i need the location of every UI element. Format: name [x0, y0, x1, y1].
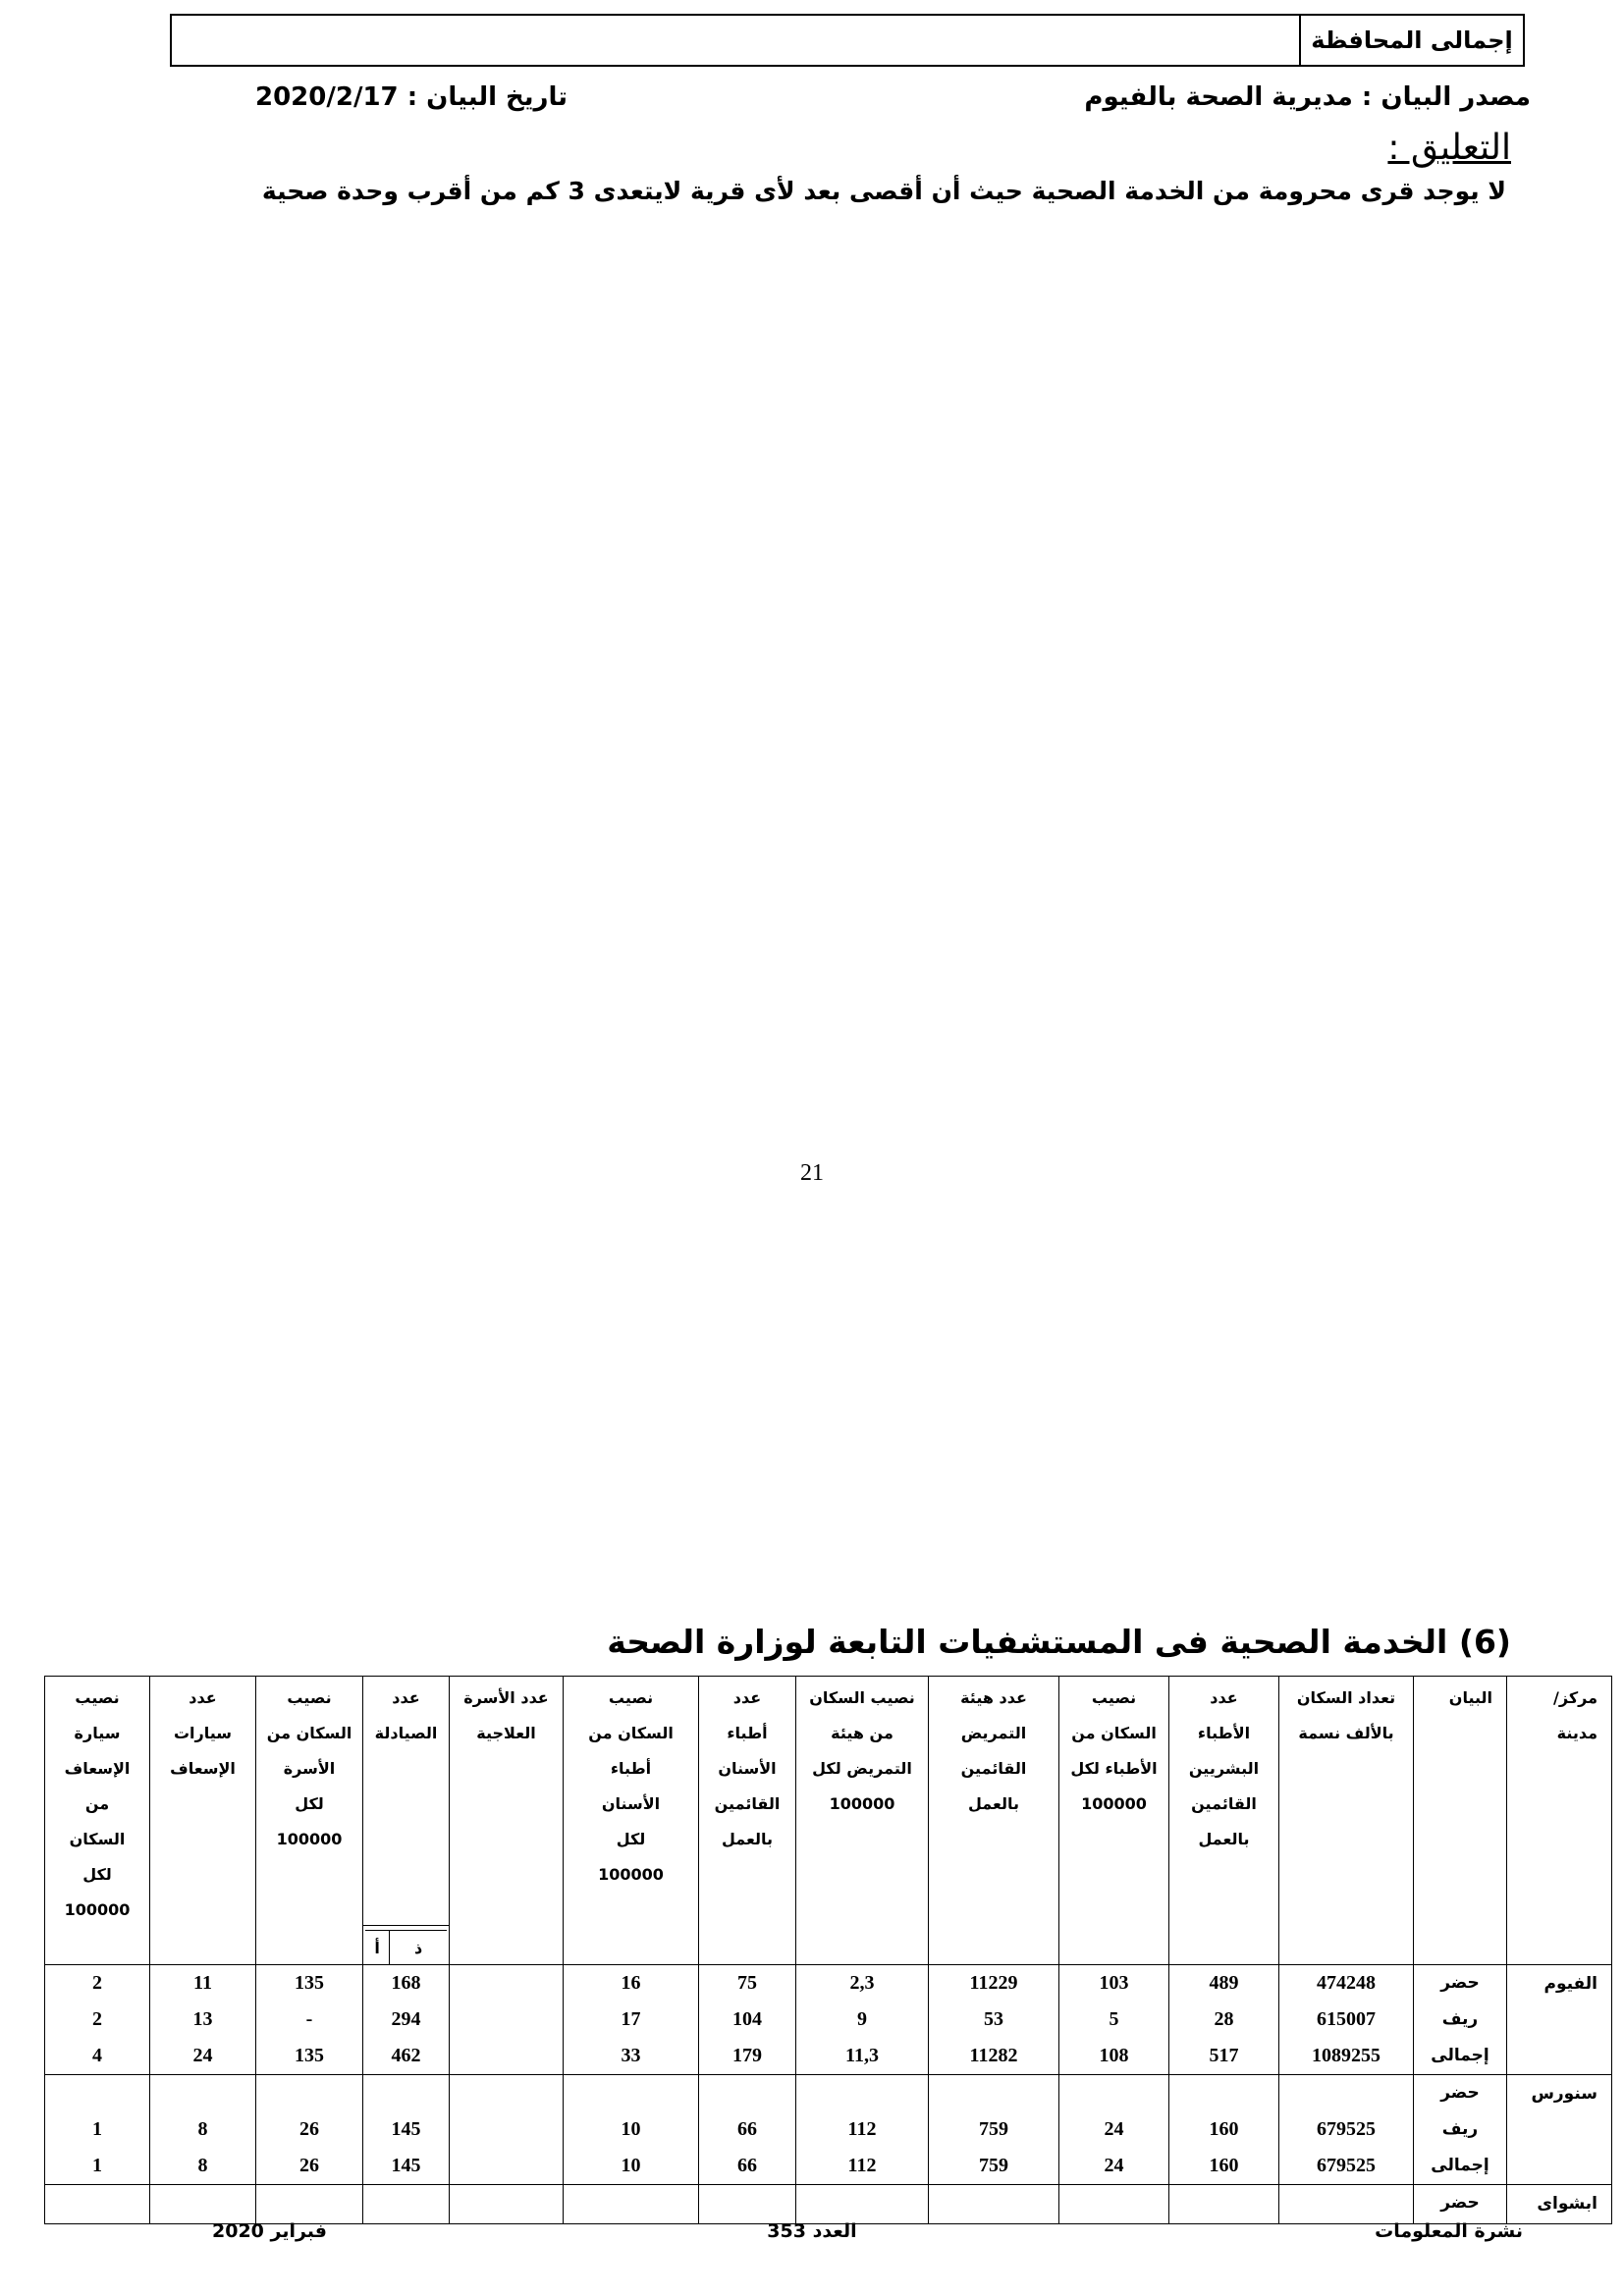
pharmacist-sub-female: أ — [374, 1939, 380, 1957]
data-cell — [45, 1965, 150, 2075]
column-header-line: عدد — [1210, 1688, 1238, 1707]
cell-value: 517 — [1209, 2045, 1239, 2066]
column-header-line: بالألف نسمة — [1298, 1724, 1394, 1742]
column-header — [150, 1677, 256, 1965]
column-header — [45, 1677, 150, 1965]
cell-value: 26 — [299, 2155, 319, 2176]
footer-issue: العدد 353 — [767, 2220, 857, 2242]
data-cell — [1059, 2075, 1169, 2185]
data-cell — [564, 2185, 699, 2224]
row-label: إجمالى — [1431, 2046, 1489, 2065]
cell-value — [564, 2185, 698, 2221]
data-cell — [1279, 2185, 1414, 2224]
column-header — [363, 1677, 450, 1926]
cell-value: 10 — [621, 2155, 641, 2176]
column-header-line: سيارة — [74, 1724, 121, 1742]
column-header-line: الأطباء — [1197, 1724, 1251, 1742]
column-header — [1059, 1677, 1169, 1965]
column-header-line: عدد الأسرة — [463, 1688, 549, 1707]
table-row — [45, 1965, 1612, 2075]
column-header-line: بالعمل — [721, 1830, 774, 1848]
data-cell — [1059, 1965, 1169, 2075]
column-header-line: مركز/ — [1553, 1688, 1597, 1707]
row-label: إجمالى — [1431, 2156, 1489, 2175]
table-row — [45, 2185, 1612, 2224]
cell-value: 489 — [1209, 1972, 1239, 1994]
cell-value — [45, 2075, 149, 2111]
cell-value: 135 — [295, 2045, 324, 2066]
data-cell — [929, 2185, 1059, 2224]
cell-value: 13 — [192, 2008, 213, 2030]
cell-value: 135 — [295, 1972, 324, 1994]
cell-value: 8 — [197, 2155, 208, 2176]
column-header-line: البيان — [1448, 1688, 1492, 1707]
cell-value: 759 — [979, 2155, 1008, 2176]
cell-value: 1 — [92, 2155, 102, 2176]
cell-value — [699, 2185, 795, 2221]
cell-value: 5 — [1109, 2008, 1119, 2030]
cell-value: 168 — [391, 1972, 421, 1994]
governorate-total-value — [172, 16, 1299, 65]
column-header-line: أطباء — [727, 1724, 768, 1742]
column-header-line: الأسنان — [601, 1794, 661, 1813]
cell-value — [1169, 2075, 1278, 2111]
row-label: ريف — [1441, 2009, 1479, 2029]
cell-value — [450, 2111, 563, 2148]
column-header — [1507, 1677, 1612, 1965]
data-cell — [796, 2185, 929, 2224]
column-header-line: أطباء — [610, 1759, 652, 1778]
data-cell — [150, 1965, 256, 2075]
cell-value: 112 — [847, 2155, 877, 2176]
cell-value — [256, 2185, 362, 2221]
cell-value: 9 — [857, 2008, 867, 2030]
data-cell — [1169, 2185, 1279, 2224]
cell-value: 11 — [193, 1972, 212, 1994]
governorate-total-box — [170, 14, 1525, 67]
cell-value: 759 — [979, 2118, 1008, 2140]
data-cell — [363, 1965, 450, 2075]
data-cell — [564, 2075, 699, 2185]
cell-value: 179 — [732, 2045, 762, 2066]
data-cell — [1059, 2185, 1169, 2224]
column-header-line: السكان من — [266, 1724, 352, 1742]
cell-value — [450, 2075, 563, 2111]
cell-value: 145 — [391, 2155, 421, 2176]
cell-value — [1169, 2185, 1278, 2221]
cell-value — [1059, 2075, 1168, 2111]
column-header-line: مدينة — [1556, 1724, 1597, 1742]
table-title: (6) الخدمة الصحية فى المستشفيات التابعة لوزارة الصحة — [607, 1623, 1511, 1661]
cell-value: 26 — [299, 2118, 319, 2140]
cell-value: 66 — [737, 2118, 757, 2140]
cell-value: 103 — [1099, 1972, 1129, 1994]
column-header — [450, 1677, 564, 1965]
data-cell — [45, 2185, 150, 2224]
column-header-line: القائمين — [960, 1759, 1027, 1778]
column-header-line: نصيب — [287, 1688, 332, 1707]
center-name: سنورس — [1507, 2075, 1612, 2185]
cell-value: 679525 — [1317, 2155, 1376, 2176]
data-cell — [1279, 1965, 1414, 2075]
row-label: حضر — [1440, 2193, 1480, 2213]
health-service-table — [44, 1676, 1612, 2224]
data-cell — [796, 1965, 929, 2075]
cell-value — [256, 2075, 362, 2111]
table-row — [45, 2075, 1612, 2185]
cell-value: 679525 — [1317, 2118, 1376, 2140]
cell-value: 2 — [92, 2008, 102, 2030]
column-header-line: الإسعاف — [170, 1759, 236, 1778]
pharmacist-sub-male: ذ — [389, 1931, 447, 1964]
column-header-line: القائمين — [714, 1794, 781, 1813]
data-cell — [256, 2185, 363, 2224]
column-header — [699, 1677, 796, 1965]
column-header — [1279, 1677, 1414, 1965]
column-header-line: من هيئة — [831, 1724, 893, 1742]
row-label: ريف — [1441, 2119, 1479, 2139]
governorate-total-label: إجمالى المحافظة — [1299, 16, 1523, 65]
cell-value: 160 — [1209, 2118, 1239, 2140]
column-header — [796, 1677, 929, 1965]
column-header-line: نصيب — [75, 1688, 120, 1707]
data-cell — [150, 2185, 256, 2224]
data-cell — [45, 2075, 150, 2185]
cell-value: 24 — [192, 2045, 213, 2066]
cell-value: 16 — [621, 1972, 641, 1994]
column-header — [564, 1677, 699, 1965]
column-header-line: نصيب — [1091, 1688, 1137, 1707]
cell-value — [363, 2075, 449, 2111]
cell-value — [929, 2185, 1058, 2221]
column-header-line: القائمين — [1191, 1794, 1257, 1813]
column-header-line: الأسرة — [283, 1759, 336, 1778]
data-source: مصدر البيان : مديرية الصحة بالفيوم — [1084, 82, 1531, 112]
data-cell — [450, 1965, 564, 2075]
center-name: ابشواى — [1507, 2185, 1612, 2224]
cell-value: 160 — [1209, 2155, 1239, 2176]
cell-value: 11282 — [969, 2045, 1018, 2066]
cell-value: 615007 — [1317, 2008, 1376, 2030]
cell-value — [1279, 2075, 1413, 2111]
data-cell — [150, 2075, 256, 2185]
cell-value — [699, 2075, 795, 2111]
cell-value — [150, 2185, 255, 2221]
cell-value — [796, 2185, 928, 2221]
cell-value — [450, 2148, 563, 2184]
column-header-line: 100000 — [829, 1794, 895, 1813]
page-number: 21 — [800, 1160, 824, 1186]
cell-value: 104 — [732, 2008, 762, 2030]
cell-value: 53 — [984, 2008, 1003, 2030]
column-header-line: السكان — [69, 1830, 126, 1848]
pharmacist-subheader — [363, 1926, 450, 1965]
column-header-line: 100000 — [598, 1865, 664, 1884]
data-cell — [564, 1965, 699, 2075]
data-cell — [256, 2075, 363, 2185]
cell-value — [796, 2075, 928, 2111]
center-name: الفيوم — [1507, 1965, 1612, 2075]
cell-value: 24 — [1104, 2118, 1124, 2140]
column-header-line: عدد هيئة — [960, 1688, 1027, 1707]
cell-value: 11229 — [969, 1972, 1018, 1994]
cell-value: 17 — [621, 2008, 641, 2030]
row-labels — [1414, 2185, 1507, 2224]
column-header-line: 100000 — [1081, 1794, 1147, 1813]
data-cell — [699, 1965, 796, 2075]
column-header — [256, 1677, 363, 1965]
column-header-line: الأسنان — [718, 1759, 777, 1778]
cell-value — [450, 2002, 563, 2038]
cell-value — [450, 1965, 563, 2002]
column-header — [929, 1677, 1059, 1965]
data-cell — [796, 2075, 929, 2185]
cell-value — [1059, 2185, 1168, 2221]
data-cell — [1169, 2075, 1279, 2185]
column-header-line: التمريض لكل — [812, 1759, 912, 1778]
column-header-line: لكل — [616, 1830, 646, 1848]
data-cell — [450, 2075, 564, 2185]
cell-value: 4 — [92, 2045, 102, 2066]
cell-value — [450, 2185, 563, 2221]
column-header-line: لكل — [295, 1794, 324, 1813]
column-header-line: الإسعاف — [64, 1759, 131, 1778]
cell-value: 33 — [621, 2045, 641, 2066]
column-header-line: السكان من — [588, 1724, 674, 1742]
column-header — [1414, 1677, 1507, 1965]
cell-value: 8 — [197, 2118, 208, 2140]
cell-value: 11,3 — [845, 2045, 879, 2066]
cell-value: 66 — [737, 2155, 757, 2176]
footer-month: فبراير 2020 — [212, 2220, 327, 2242]
column-header-line: نصيب — [608, 1688, 654, 1707]
column-header-line: عدد — [189, 1688, 217, 1707]
data-cell — [363, 2075, 450, 2185]
cell-value — [929, 2075, 1058, 2111]
data-date: تاريخ البيان : 2020/2/17 — [255, 82, 568, 112]
data-cell — [363, 2185, 450, 2224]
cell-value: 294 — [391, 2008, 421, 2030]
cell-value — [150, 2075, 255, 2111]
row-label: حضر — [1440, 2083, 1480, 2103]
comment-heading: التعليق : — [1387, 128, 1511, 168]
column-header-line: بالعمل — [967, 1794, 1020, 1813]
column-header-line: عدد — [732, 1688, 762, 1707]
column-header-line: سيارات — [173, 1724, 233, 1742]
cell-value: 1 — [92, 2118, 102, 2140]
column-header-line: نصيب السكان — [809, 1688, 915, 1707]
column-header-line: من — [84, 1794, 110, 1813]
cell-value: 1089255 — [1312, 2045, 1380, 2066]
column-header-line: بالعمل — [1198, 1830, 1250, 1848]
cell-value: 10 — [621, 2118, 641, 2140]
cell-value — [450, 2038, 563, 2074]
column-header-line: 100000 — [276, 1830, 343, 1848]
cell-value: 24 — [1104, 2155, 1124, 2176]
column-header-line: لكل — [82, 1865, 112, 1884]
cell-value: - — [305, 2008, 313, 2030]
column-header-line: التمريض — [960, 1724, 1027, 1742]
data-cell — [450, 2185, 564, 2224]
data-cell — [256, 1965, 363, 2075]
data-cell — [1279, 2075, 1414, 2185]
column-header-line: عدد الصيادلة — [374, 1688, 438, 1742]
column-header-line: الأطباء لكل — [1070, 1759, 1158, 1778]
data-cell — [929, 1965, 1059, 2075]
cell-value: 2,3 — [849, 1972, 875, 1994]
column-header-line: البشريين — [1188, 1759, 1260, 1778]
cell-value: 474248 — [1317, 1972, 1376, 1994]
data-cell — [1169, 1965, 1279, 2075]
comment-text: لا يوجد قرى محرومة من الخدمة الصحية حيث أن أقصى بعد لأى قرية لايتعدى 3 كم من أقرب وحدة صحية — [261, 177, 1506, 205]
cell-value: 112 — [847, 2118, 877, 2140]
data-cell — [699, 2075, 796, 2185]
column-header — [1169, 1677, 1279, 1965]
cell-value: 108 — [1099, 2045, 1129, 2066]
cell-value — [564, 2075, 698, 2111]
cell-value: 462 — [391, 2045, 421, 2066]
row-labels — [1414, 2075, 1507, 2185]
cell-value: 75 — [737, 1972, 757, 1994]
footer-publication: نشرة المعلومات — [1375, 2220, 1523, 2242]
data-cell — [699, 2185, 796, 2224]
cell-value — [363, 2185, 449, 2221]
column-header-line: 100000 — [64, 1900, 131, 1919]
row-labels — [1414, 1965, 1507, 2075]
cell-value: 28 — [1214, 2008, 1234, 2030]
column-header-line: السكان من — [1071, 1724, 1157, 1742]
data-cell — [929, 2075, 1059, 2185]
cell-value — [45, 2185, 149, 2221]
column-header-line: تعداد السكان — [1296, 1688, 1396, 1707]
cell-value: 2 — [92, 1972, 102, 1994]
row-label: حضر — [1440, 1973, 1480, 1993]
cell-value — [1279, 2185, 1413, 2221]
cell-value: 145 — [391, 2118, 421, 2140]
column-header-line: العلاجية — [476, 1724, 536, 1742]
